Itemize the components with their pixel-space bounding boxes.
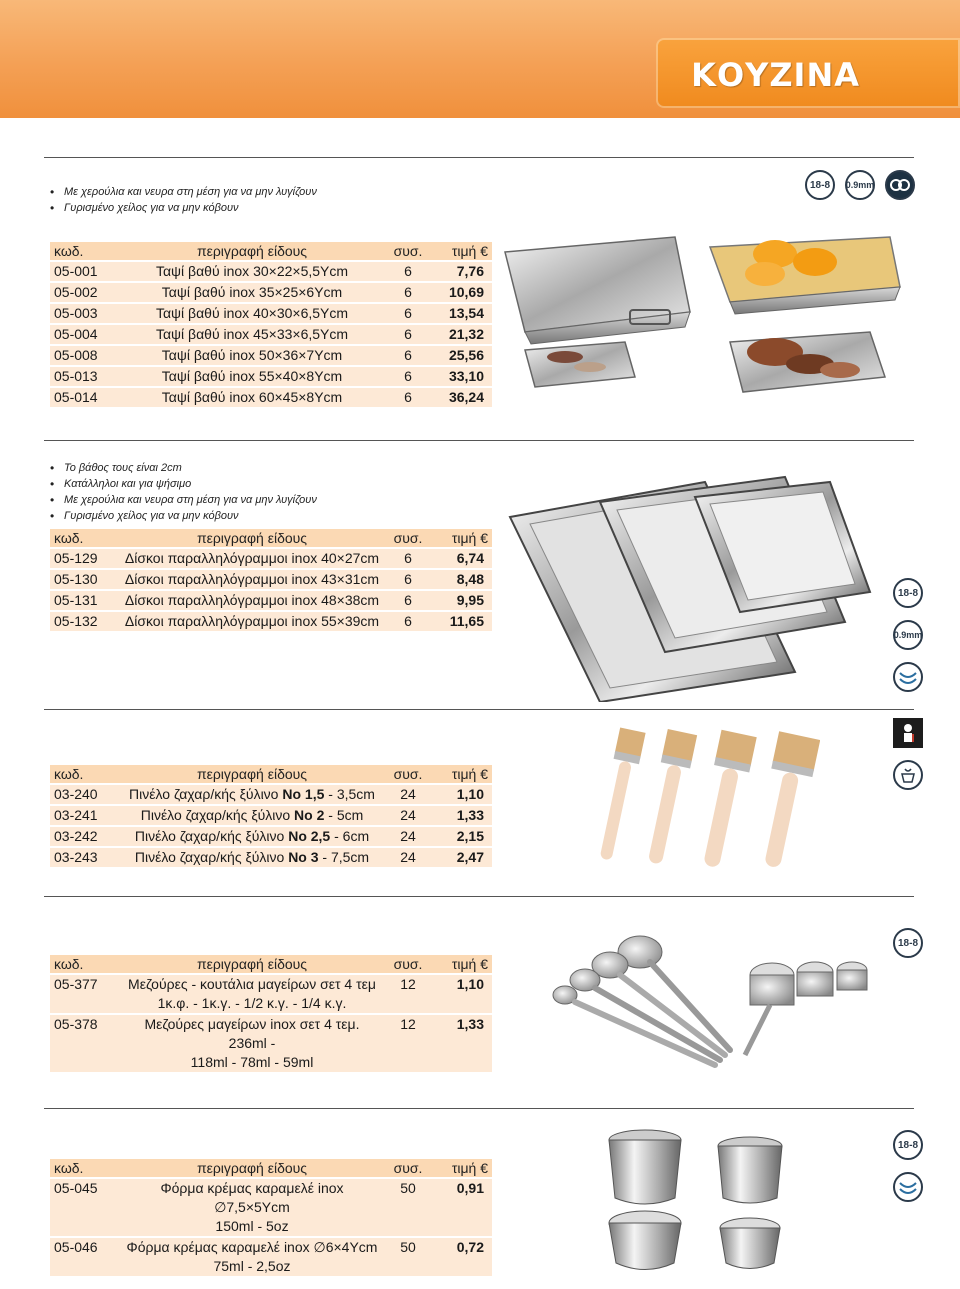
dishwasher-icon <box>885 170 915 200</box>
package-qty: 6 <box>384 549 432 568</box>
price: 1,10 <box>432 785 492 804</box>
size-width: - 3,5cm <box>324 786 375 802</box>
table-row <box>50 1238 492 1276</box>
product-description: Δίσκοι παραλληλόγραμμοι inox 40×27cm <box>120 549 384 568</box>
product-description: Ταψί βαθύ inox 40×30×6,5Υcm <box>120 304 384 323</box>
feature-item: • Με χερούλια και νευρα στη μέση για να μην λυγίζουν <box>50 184 317 200</box>
table-row <box>50 1179 492 1236</box>
price: 8,48 <box>432 570 492 589</box>
table-row <box>50 388 492 407</box>
size-width: - 5cm <box>324 807 364 823</box>
header-price: τιμή € <box>432 529 492 547</box>
price: 21,32 <box>432 325 492 344</box>
product-code: 05-013 <box>50 367 120 386</box>
deep-trays-image <box>495 232 915 412</box>
product-description: Δίσκοι παραλληλόγραμμοι inox 55×39cm <box>120 612 384 631</box>
product-code: 05-377 <box>50 975 120 1013</box>
dishwasher-icon <box>893 1172 923 1202</box>
size-number: Νο 2,5 <box>288 828 331 844</box>
product-description: Ταψί βαθύ inox 55×40×8Υcm <box>120 367 384 386</box>
product-code: 05-132 <box>50 612 120 631</box>
package-qty: 6 <box>384 346 432 365</box>
table-row <box>50 612 492 631</box>
table-header-row <box>50 1159 492 1177</box>
description-line: Μεζούρες - κουτάλια μαγείρων σετ 4 τεμ <box>128 976 376 992</box>
header-package: συσ. <box>384 765 432 783</box>
table-row <box>50 367 492 386</box>
table-row <box>50 1015 492 1072</box>
divider <box>44 896 914 897</box>
product-code: 05-002 <box>50 283 120 302</box>
product-code: 05-046 <box>50 1238 120 1276</box>
feature-item: • Κατάλληλοι και για ψήσιμο <box>50 476 317 492</box>
header-description: περιγραφή είδους <box>120 529 384 547</box>
header-description: περιγραφή είδους <box>120 765 384 783</box>
feature-item: • Γυρισμένο χείλος για να μην κόβουν <box>50 200 317 216</box>
product-table <box>50 240 492 409</box>
package-qty: 50 <box>384 1238 432 1276</box>
price: 33,10 <box>432 367 492 386</box>
package-qty: 12 <box>384 975 432 1013</box>
package-qty: 6 <box>384 612 432 631</box>
header-package: συσ. <box>384 242 432 260</box>
product-code: 05-130 <box>50 570 120 589</box>
steel-18-8-icon <box>805 170 835 200</box>
table-header-row <box>50 955 492 973</box>
product-code: 05-008 <box>50 346 120 365</box>
product-description <box>120 975 384 1013</box>
thickness-icon <box>893 620 923 650</box>
header-price: τιμή € <box>432 1159 492 1177</box>
feature-item: • Με χερούλια και νευρα στη μέση για να μην λυγίζουν <box>50 492 317 508</box>
package-qty: 6 <box>384 262 432 281</box>
header-code: κωδ. <box>50 242 120 260</box>
product-description <box>120 827 384 846</box>
description-text: Πινέλο ζαχαρ/κής ξύλινο <box>129 786 283 802</box>
divider <box>44 157 914 158</box>
price: 9,95 <box>432 591 492 610</box>
product-description: Ταψί βαθύ inox 50×36×7Υcm <box>120 346 384 365</box>
food-safe-icon <box>893 760 923 790</box>
product-description <box>120 1179 384 1236</box>
price: 2,47 <box>432 848 492 867</box>
product-description: Ταψί βαθύ inox 30×22×5,5Υcm <box>120 262 384 281</box>
product-code: 05-003 <box>50 304 120 323</box>
package-qty: 24 <box>384 848 432 867</box>
table-header-row <box>50 242 492 260</box>
product-description: Δίσκοι παραλληλόγραμμοι inox 48×38cm <box>120 591 384 610</box>
description-line: Φόρμα κρέμας καραμελέ inox ∅7,5×5Υcm <box>160 1180 344 1215</box>
product-code: 05-001 <box>50 262 120 281</box>
product-code: 05-004 <box>50 325 120 344</box>
product-table <box>50 527 492 633</box>
description-line: 118ml - 78ml - 59ml <box>190 1054 314 1070</box>
package-qty: 6 <box>384 388 432 407</box>
header-code: κωδ. <box>50 955 120 973</box>
price: 1,33 <box>432 1015 492 1072</box>
product-description: Δίσκοι παραλληλόγραμμοι inox 43×31cm <box>120 570 384 589</box>
price: 0,72 <box>432 1238 492 1276</box>
price: 1,10 <box>432 975 492 1013</box>
description-line: 1κ.φ. - 1κ.γ. - 1/2 κ.γ. - 1/4 κ.γ. <box>157 995 347 1011</box>
product-description <box>120 1015 384 1072</box>
badge-label: 18-8 <box>809 179 830 191</box>
price: 11,65 <box>432 612 492 631</box>
header-description: περιγραφή είδους <box>120 1159 384 1177</box>
divider <box>44 1108 914 1109</box>
size-number: Νο 3 <box>288 849 319 865</box>
product-description <box>120 848 384 867</box>
pastry-brushes-image <box>585 720 820 880</box>
header-package: συσ. <box>384 1159 432 1177</box>
price: 0,91 <box>432 1179 492 1236</box>
badge-label: 18-8 <box>897 587 918 599</box>
description-line: 150ml - 5oz <box>215 1218 289 1234</box>
header-description: περιγραφή είδους <box>120 242 384 260</box>
package-qty: 6 <box>384 283 432 302</box>
price: 10,69 <box>432 283 492 302</box>
product-table <box>50 1157 492 1278</box>
flat-trays-image <box>505 462 875 702</box>
product-description: Ταψί βαθύ inox 60×45×8Υcm <box>120 388 384 407</box>
description-text: Πινέλο ζαχαρ/κής ξύλινο <box>140 807 295 823</box>
table-row <box>50 549 492 568</box>
table-header-row <box>50 529 492 547</box>
header-price: τιμή € <box>432 242 492 260</box>
header-code: κωδ. <box>50 765 120 783</box>
product-code: 05-014 <box>50 388 120 407</box>
table-row <box>50 591 492 610</box>
table-row <box>50 975 492 1013</box>
product-code: 03-243 <box>50 848 120 867</box>
size-number: Νο 2 <box>294 807 325 823</box>
price: 36,24 <box>432 388 492 407</box>
description-line: 75ml - 2,5oz <box>213 1258 291 1274</box>
feature-list <box>50 460 317 524</box>
header-code: κωδ. <box>50 1159 120 1177</box>
package-qty: 50 <box>384 1179 432 1236</box>
header-package: συσ. <box>384 529 432 547</box>
feature-item: • Το βάθος τους είναι 2cm <box>50 460 317 476</box>
table-row <box>50 827 492 846</box>
price: 2,15 <box>432 827 492 846</box>
package-qty: 6 <box>384 591 432 610</box>
chef-icon <box>893 718 923 748</box>
product-code: 03-240 <box>50 785 120 804</box>
steel-18-8-icon <box>893 928 923 958</box>
measuring-spoons-image <box>540 930 880 1080</box>
product-description: Ταψί βαθύ inox 45×33×6,5Υcm <box>120 325 384 344</box>
description-text: Πινέλο ζαχαρ/κής ξύλινο <box>134 828 289 844</box>
header-code: κωδ. <box>50 529 120 547</box>
thickness-icon <box>845 170 875 200</box>
section-title-box <box>656 38 960 108</box>
dishwasher-icon <box>893 662 923 692</box>
divider <box>44 709 914 710</box>
header-description: περιγραφή είδους <box>120 955 384 973</box>
product-code: 03-241 <box>50 806 120 825</box>
product-code: 05-045 <box>50 1179 120 1236</box>
size-number: Νο 1,5 <box>282 786 325 802</box>
steel-18-8-icon <box>893 578 923 608</box>
feature-item: • Γυρισμένο χείλος για να μην κόβουν <box>50 508 317 524</box>
table-row <box>50 806 492 825</box>
feature-list <box>50 184 317 216</box>
description-text: Πινέλο ζαχαρ/κής ξύλινο <box>134 849 289 865</box>
badge-label: 18-8 <box>897 937 918 949</box>
product-code: 03-242 <box>50 827 120 846</box>
product-table <box>50 763 492 869</box>
badge-label: 0.9mm <box>845 180 875 190</box>
price: 25,56 <box>432 346 492 365</box>
table-row <box>50 283 492 302</box>
product-code: 05-378 <box>50 1015 120 1072</box>
price: 1,33 <box>432 806 492 825</box>
page-title: ΚΟΥΖΙΝΑ <box>691 56 860 94</box>
package-qty: 6 <box>384 367 432 386</box>
package-qty: 24 <box>384 827 432 846</box>
product-code: 05-129 <box>50 549 120 568</box>
header-price: τιμή € <box>432 955 492 973</box>
product-description <box>120 785 384 804</box>
steel-18-8-icon <box>893 1130 923 1160</box>
price: 7,76 <box>432 262 492 281</box>
header-package: συσ. <box>384 955 432 973</box>
size-width: - 7,5cm <box>318 849 370 865</box>
description-line: Μεζούρες μαγείρων inox σετ 4 τεμ. 236ml - <box>144 1016 360 1051</box>
table-row <box>50 325 492 344</box>
package-qty: 12 <box>384 1015 432 1072</box>
package-qty: 6 <box>384 304 432 323</box>
table-header-row <box>50 765 492 783</box>
product-description <box>120 806 384 825</box>
badge-label: 18-8 <box>897 1139 918 1151</box>
product-description: Ταψί βαθύ inox 35×25×6Υcm <box>120 283 384 302</box>
table-row <box>50 570 492 589</box>
badge-label: 0.9mm <box>893 630 923 640</box>
price: 6,74 <box>432 549 492 568</box>
package-qty: 24 <box>384 785 432 804</box>
table-row <box>50 304 492 323</box>
description-line: Φόρμα κρέμας καραμελέ inox ∅6×4Υcm <box>126 1239 378 1255</box>
product-description <box>120 1238 384 1276</box>
ramekins-image <box>600 1128 800 1278</box>
table-row <box>50 848 492 867</box>
header-price: τιμή € <box>432 765 492 783</box>
package-qty: 24 <box>384 806 432 825</box>
package-qty: 6 <box>384 570 432 589</box>
table-row <box>50 262 492 281</box>
size-width: - 6cm <box>330 828 370 844</box>
product-code: 05-131 <box>50 591 120 610</box>
table-row <box>50 346 492 365</box>
package-qty: 6 <box>384 325 432 344</box>
table-row <box>50 785 492 804</box>
product-table <box>50 953 492 1074</box>
price: 13,54 <box>432 304 492 323</box>
divider <box>44 440 914 441</box>
